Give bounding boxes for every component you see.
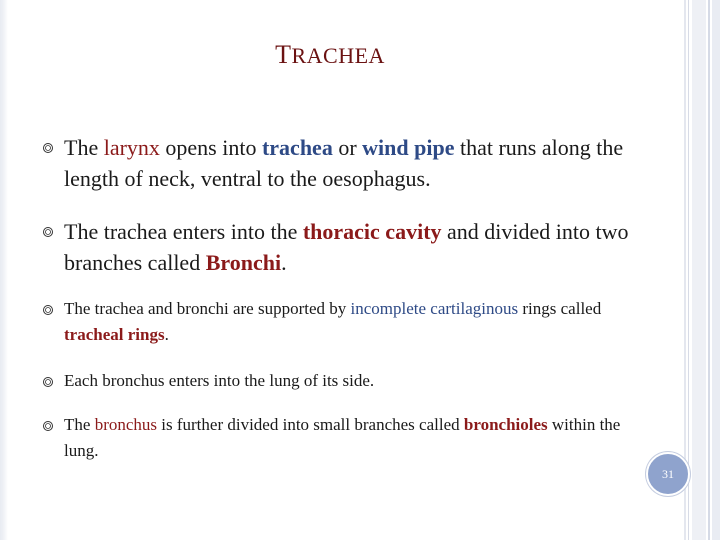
bullet-text [64,412,654,464]
bullet-text-span: rings called [518,299,602,318]
bullet-text-span: . [164,325,169,344]
bullet-text [64,368,654,394]
highlighted-term: tracheal rings [64,325,165,344]
bullet-text-span: The trachea enters into the [64,219,303,244]
bullet-text-span: The [64,135,104,160]
bullet-text [64,132,654,194]
bullet-ring-icon [42,142,54,154]
highlighted-term: trachea [261,135,333,160]
page-number-badge: 31 [646,452,690,496]
bullet-text-span: and divided into two branches called [64,219,629,275]
highlighted-term: bronchioles [463,415,548,434]
right-stripe-decoration [684,0,720,540]
title-rest: RACHEA [291,43,385,68]
bullet-text-span: Each bronchus enters into the lung of its side. [64,371,375,390]
bullet-text-span: or [332,135,363,160]
bullet-ring-icon [42,226,54,238]
bullet-text-span: . [281,250,287,275]
bullet-text-span: The [64,415,95,434]
bullet-text-span: that runs along the length of neck, ventral to the oesophagus. [64,135,624,191]
bullet-text-span: is further divided into small branches called [157,415,464,434]
left-border-decoration [0,0,8,540]
bullet-text [64,296,654,348]
bullet-ring-icon [42,376,54,388]
highlighted-term: wind pipe [362,135,455,160]
bullet-text-span: The trachea and bronchi are supported by [64,299,351,318]
bullet-ring-icon [42,304,54,316]
highlighted-term: thoracic cavity [302,219,442,244]
bullet-text-span: within the lung. [64,415,621,460]
highlighted-term: Bronchi [205,250,282,275]
bullet-text-span: opens into [159,135,262,160]
title-initial: T [275,40,292,69]
highlighted-term: larynx [103,135,160,160]
highlighted-term: incomplete cartilaginous [350,299,519,318]
highlighted-term: bronchus [94,415,158,434]
bullet-ring-icon [42,420,54,432]
bullet-text [64,216,654,278]
slide-title [0,40,660,70]
